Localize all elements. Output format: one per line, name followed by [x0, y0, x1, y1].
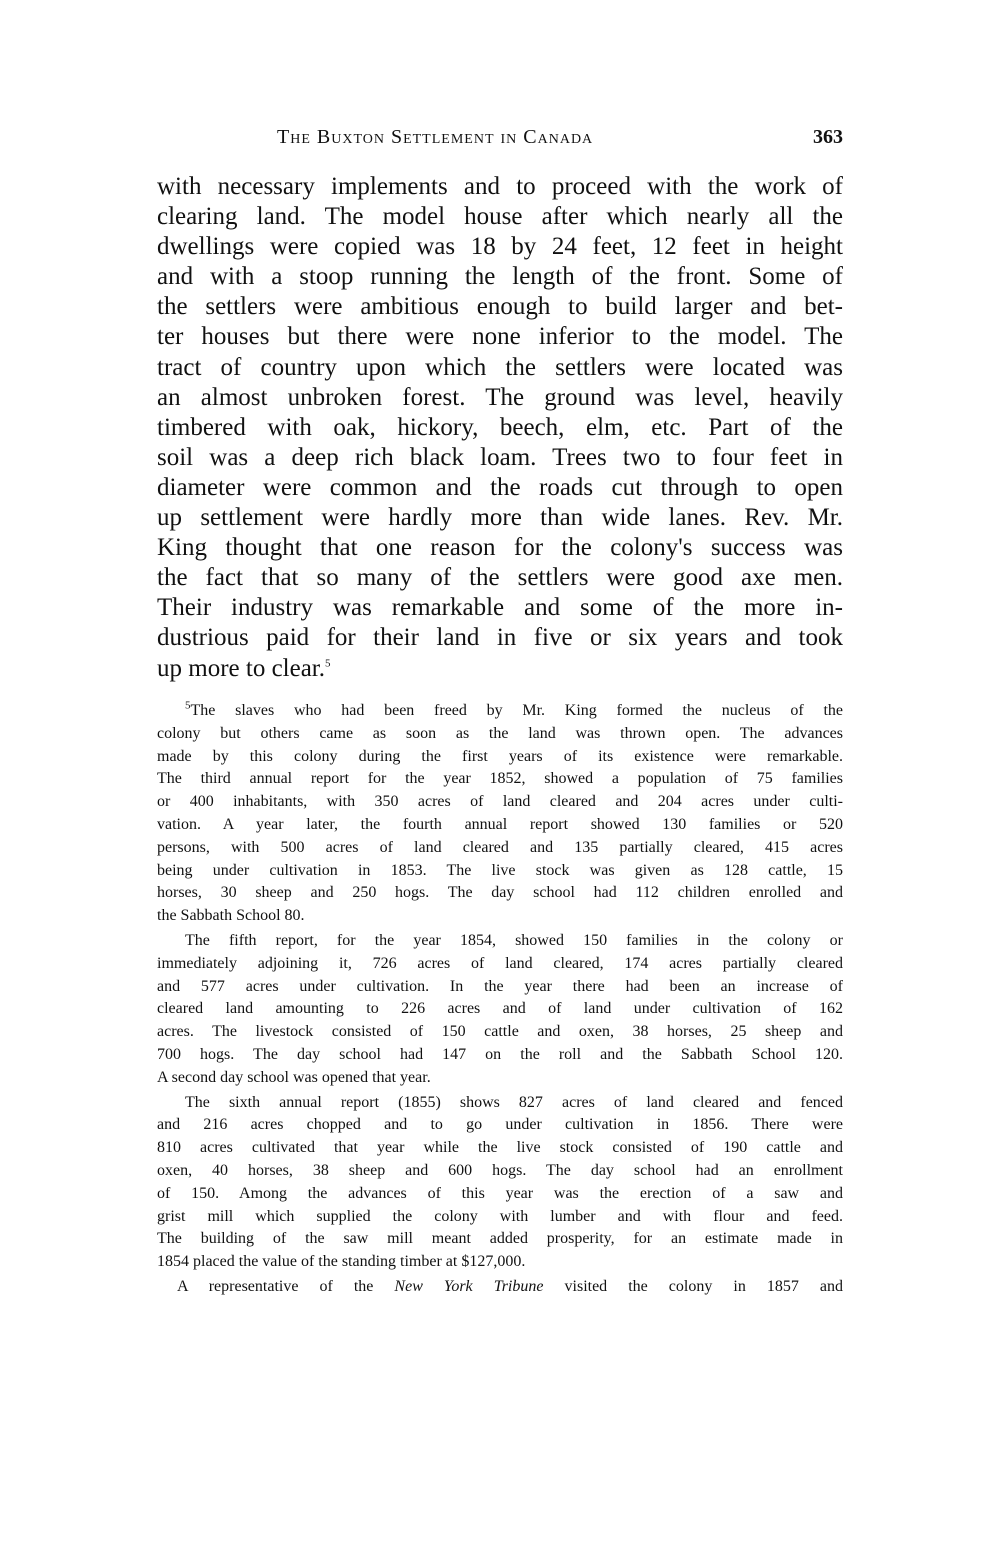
footnote-line: horses, 30 sheep and 250 hogs. The day school had 112 children enrolled and — [157, 884, 843, 902]
text-line: the fact that so many of the settlers were good axe men. — [157, 564, 843, 592]
footnote-paragraph — [157, 700, 843, 928]
text-line: an almost unbroken forest. The ground was level, heavily — [157, 383, 843, 411]
line-text: A representative of the — [177, 1277, 395, 1295]
text-line: the settlers were ambitious enough to build larger and bet- — [157, 293, 843, 321]
text-line: soil was a deep rich black loam. Trees two to four feet in — [157, 443, 843, 471]
footnote-line: 1854 placed the value of the standing timber at $127,000. — [157, 1253, 526, 1271]
running-title: The Buxton Settlement in Canada — [277, 126, 594, 148]
footnote-line: grist mill which supplied the colony with lumber and with flour and feed. — [157, 1207, 843, 1225]
footnote-line: 700 hogs. The day school had 147 on the roll and the Sabbath School 120. — [157, 1045, 843, 1063]
continuation-line — [157, 1276, 843, 1299]
footnote-line: or 400 inhabitants, with 350 acres of land cleared and 204 acres under culti- — [157, 793, 843, 811]
footnote-paragraph — [157, 1092, 843, 1274]
footnote-paragraph — [157, 930, 843, 1090]
line-text: visited the colony in 1857 and — [543, 1277, 843, 1295]
footnote-line: of 150. Among the advances of this year was the erection of a saw and — [157, 1184, 843, 1202]
footnote-line: The sixth annual report (1855) shows 827 acres of land cleared and fenced — [185, 1093, 843, 1111]
text-line: up more to clear.$^5$ — [157, 654, 331, 682]
footnote-line: oxen, 40 horses, 38 sheep and 600 hogs. The day school had an enrollment — [157, 1161, 843, 1179]
footnote-line: made by this colony during the first years of its existence were remarkable. — [157, 747, 843, 765]
footnote-line: cleared land amounting to 226 acres and of land under cultivation of 162 — [157, 1000, 843, 1018]
footnote-line: and 577 acres under cultivation. In the year there had been an increase of — [157, 977, 843, 995]
footnote-line — [157, 700, 843, 723]
text-line: King thought that one reason for the colony's success was — [157, 534, 843, 562]
text-line: up settlement were hardly more than wide lanes. Rev. Mr. — [157, 504, 843, 532]
footnote-text: The slaves who had been freed by Mr. King formed the nucleus of the — [190, 702, 843, 719]
text-line: with necessary implements and to proceed with the work of — [157, 173, 843, 200]
footnote-line: immediately adjoining it, 726 acres of land cleared, 174 acres partially cleared — [157, 954, 843, 972]
footnote-line: 810 acres cultivated that year while the live stock consisted of 190 cattle and — [157, 1139, 843, 1157]
footnote-reference: 5 — [325, 657, 331, 670]
footnote-line: persons, with 500 acres of land cleared and 135 partially cleared, 415 acres — [157, 838, 843, 856]
footnote-line: and 216 acres chopped and to go under cultivation in 1856. There were — [157, 1116, 843, 1134]
text-line: tract of country upon which the settlers were located was — [157, 353, 843, 381]
text-line: Their industry was remarkable and some of the more in- — [157, 594, 843, 622]
text-line: dustrious paid for their land in five or six years and took — [157, 624, 843, 652]
footnote-line: colony but others came as soon as the land was thrown open. The advances — [157, 724, 843, 742]
newspaper-title: New York Tribune — [394, 1277, 544, 1295]
running-header — [157, 126, 843, 156]
main-text — [157, 172, 843, 684]
text-line: timbered with oak, hickory, beech, elm, etc. Part of the — [157, 413, 843, 441]
footnote-line: A second day school was opened that year. — [157, 1068, 431, 1086]
page-number: 363 — [813, 126, 843, 148]
footnote-line: The third annual report for the year 1852, showed a population of 75 families — [157, 770, 843, 788]
text-line: clearing land. The model house after which nearly all the — [157, 203, 843, 231]
footnote-line: The building of the saw mill meant added prosperity, for an estimate made in — [157, 1230, 843, 1248]
footnote-line: acres. The livestock consisted of 150 cattle and oxen, 38 horses, 25 sheep and — [157, 1023, 843, 1041]
text-line: dwellings were copied was 18 by 24 feet, 12 feet in height — [157, 233, 843, 261]
text-line: and with a stoop running the length of the front. Some of — [157, 263, 843, 291]
footnote-line: vation. A year later, the fourth annual report showed 130 families or 520 — [157, 815, 843, 833]
footnote-line: The fifth report, for the year 1854, showed 150 families in the colony or — [185, 931, 843, 949]
text-line: ter houses but there were none inferior to the model. The — [157, 323, 843, 351]
footnote-line: the Sabbath School 80. — [157, 907, 305, 925]
footnote-line: being under cultivation in 1853. The live stock was given as 128 cattle, 15 — [157, 861, 843, 879]
text-line: diameter were common and the roads cut through to open — [157, 473, 843, 501]
footnote-marker: 5 — [185, 699, 191, 712]
footnotes — [157, 700, 843, 1299]
